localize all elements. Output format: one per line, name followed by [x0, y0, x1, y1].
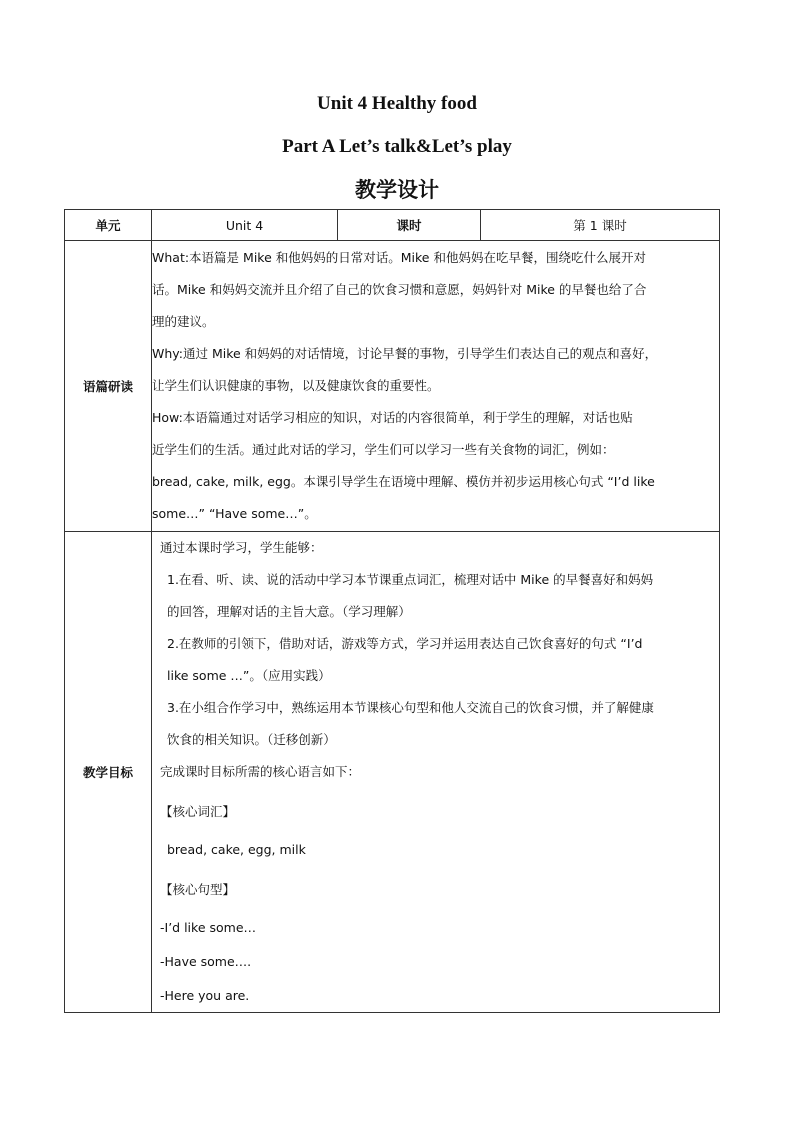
pattern-item: -Here you are.: [160, 988, 250, 1003]
goals-label: 教学目标: [65, 532, 152, 1013]
analysis-row: [65, 241, 720, 532]
goals-intro: 通过本课时学习，学生能够：: [160, 540, 323, 555]
pattern-item: -Have some….: [160, 954, 252, 969]
lesson-plan-table: [64, 209, 720, 1013]
period-label: 课时: [338, 210, 481, 241]
analysis-line: How:本语篇通过对话学习相应的知识，对话的内容很简单，利于学生的理解，对话也贴: [152, 410, 633, 425]
pattern-item: -I’d like some…: [160, 920, 257, 935]
unit-label: 单元: [65, 210, 152, 241]
goal-line: 饮食的相关知识。（迁移创新）: [167, 732, 336, 747]
goal-line: 3.在小组合作学习中，熟练运用本节课核心句型和他人交流自己的饮食习惯，并了解健康: [167, 700, 654, 715]
analysis-line: Why:通过 Mike 和妈妈的对话情境，讨论早餐的事物，引导学生们表达自己的观点和喜好，: [152, 346, 658, 361]
vocab-list: bread, cake, egg, milk: [167, 842, 306, 857]
analysis-line: 让学生们认识健康的事物，以及健康饮食的重要性。: [152, 378, 440, 393]
document-title: 教学设计: [355, 178, 439, 202]
analysis-line: some…” “Have some…”。: [152, 506, 317, 521]
goal-line: 的回答，理解对话的主旨大意。（学习理解）: [167, 604, 411, 619]
analysis-line: bread, cake, milk, egg。本课引导学生在语境中理解、模仿并初步运用核心句式 “I’d like: [152, 474, 655, 489]
goal-line: like some …”。（应用实践）: [167, 668, 331, 683]
unit-title: Unit 4 Healthy food: [317, 93, 477, 114]
unit-value: Unit 4: [152, 210, 338, 241]
goal-line: 2.在教师的引领下，借助对话，游戏等方式，学习并运用表达自己饮食喜好的句式 “I’d: [167, 636, 643, 651]
goals-row: [65, 532, 720, 1013]
analysis-line: 理的建议。: [152, 314, 215, 329]
pattern-title: 【核心句型】: [160, 882, 236, 897]
vocab-title: 【核心词汇】: [160, 804, 236, 819]
analysis-line: What:本语篇是 Mike 和他妈妈的日常对话。Mike 和他妈妈在吃早餐，围绕吃什么展开对: [152, 250, 646, 265]
part-title: Part A Let’s talk&Let’s play: [282, 136, 512, 157]
analysis-label: 语篇研读: [65, 241, 152, 532]
goal-line: 1.在看、听、读、说的活动中学习本节课重点词汇，梳理对话中 Mike 的早餐喜好和妈妈: [167, 572, 654, 587]
analysis-line: 近学生们的生活。通过此对话的学习，学生们可以学习一些有关食物的词汇，例如：: [152, 442, 615, 457]
goals-content: [152, 532, 720, 1013]
analysis-line: 话。Mike 和妈妈交流并且介绍了自己的饮食习惯和意愿，妈妈针对 Mike 的早餐也给了合: [152, 282, 647, 297]
header-row: [65, 210, 720, 241]
period-value: 第 1 课时: [481, 210, 720, 241]
core-language-intro: 完成课时目标所需的核心语言如下：: [160, 764, 361, 779]
analysis-content: [152, 241, 720, 532]
